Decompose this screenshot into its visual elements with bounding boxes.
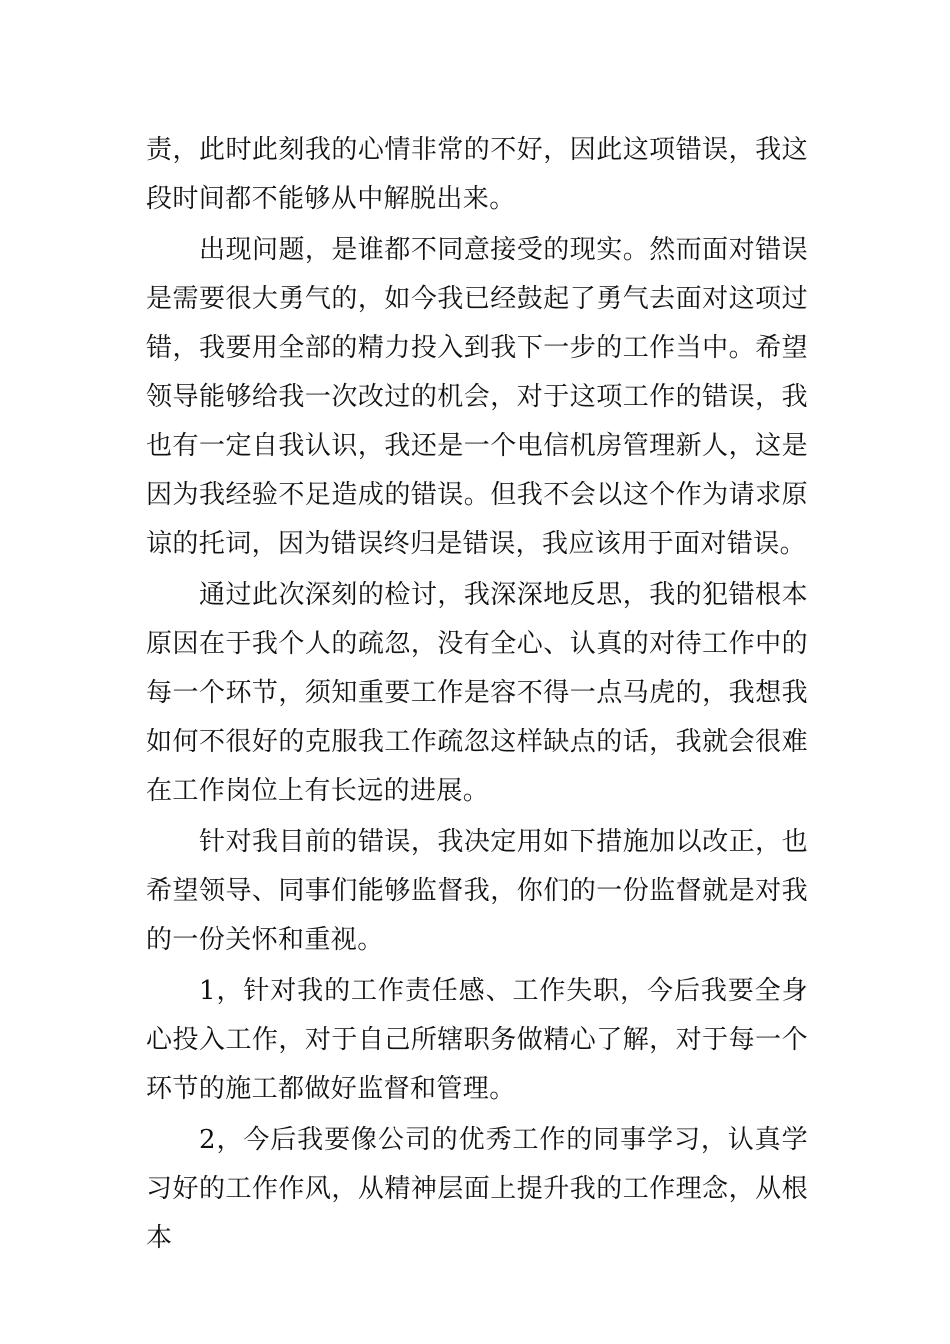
paragraph-1: 责，此时此刻我的心情非常的不好，因此这项错误，我这段时间都不能够从中解脱出来。	[146, 135, 808, 214]
paragraph-6: 2，今后我要像公司的优秀工作的同事学习，认真学习好的工作作风，从精神层面上提升我的工作理念，从根本	[146, 1125, 808, 1253]
document-page	[146, 126, 808, 1263]
paragraph-4: 针对我目前的错误，我决定用如下措施加以改正，也希望领导、同事们能够监督我，你们的一份监督就是对我的一份关怀和重视。	[146, 827, 808, 955]
paragraph-5: 1，针对我的工作责任感、工作失职，今后我要全身心投入工作，对于自己所辖职务做精心了解，对于每一个环节的施工都做好监督和管理。	[146, 976, 808, 1104]
paragraph-3: 通过此次深刻的检讨，我深深地反思，我的犯错根本原因在于我个人的疏忽，没有全心、认真的对待工作中的每一个环节，须知重要工作是容不得一点马虎的，我想我如何不很好的克服我工作疏忽这样缺点的话，我就会很难在工作岗位上有长远的进展。	[146, 580, 808, 806]
paragraph-2: 出现问题，是谁都不同意接受的现实。然而面对错误是需要很大勇气的，如今我已经鼓起了勇气去面对这项过错，我要用全部的精力投入到我下一步的工作当中。希望领导能够给我一次改过的机会，对于这项工作的错误，我也有一定自我认识，我还是一个电信机房管理新人，这是因为我经验不足造成的错误。但我不会以这个作为请求原谅的托词，因为错误终归是错误，我应该用于面对错误。	[146, 235, 808, 559]
